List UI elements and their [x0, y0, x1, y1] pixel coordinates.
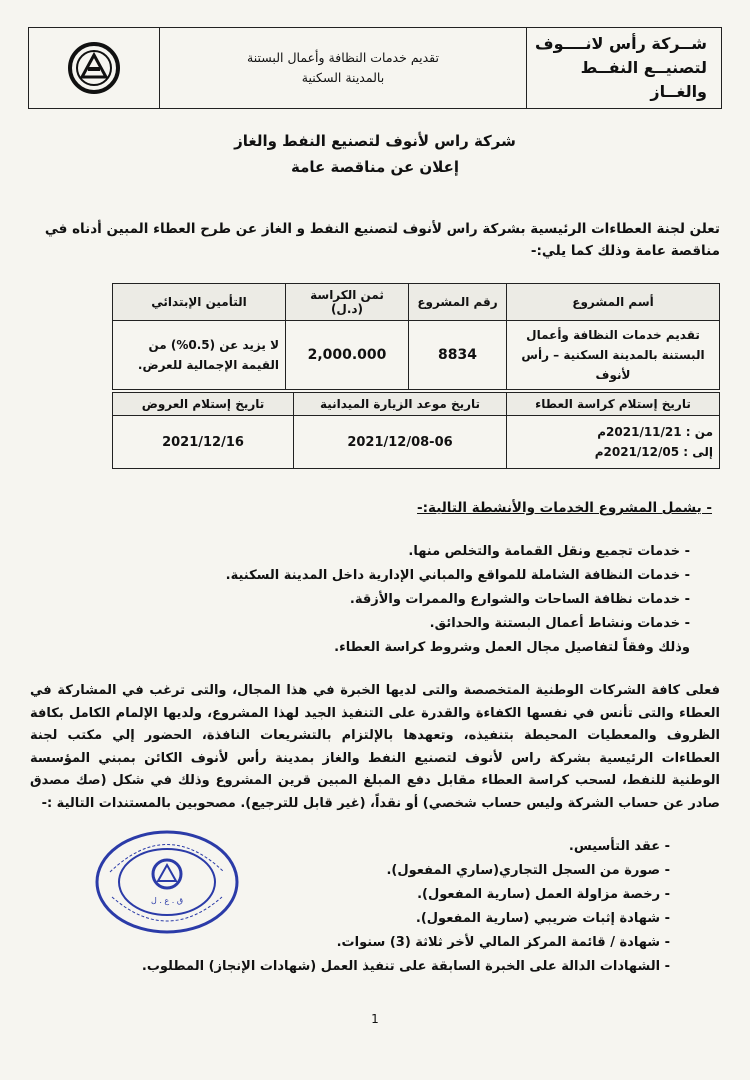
document-item: - صورة من السجل التجاري(ساري المفعول). [386, 863, 670, 878]
service-item: - خدمات تجميع ونقل القمامة والتخلص منها. [408, 544, 690, 559]
invitation-paragraph: فعلى كافة الشركات الوطنية المتخصصة والتى لديها الخبرة في هذا المجال، والتى ترغب في المشاركة في العطاء والتى تأنس في نفسها الكفاءة والقدرة على التنفيذ الجيد لهذا المشروع، ولديها الإلمام الكامل بكافة الظروف والمعطيات المحيطة بتنفيذه، وتعهدها بالإلتزام بالتشريعات النافذة، الحضور إلي مكتب لجنة العطاءات الرئيسية بشركة راس لأنوف لتصنيع النفط والغاز بمدينة رأس لأنوف الكائن بمبني المؤسسة الوطنية للنفط، لسحب كراسة العطاء مقابل دفع المبلغ المبين قرين المشروع وذلك في شكل (صك مصدق صادر عن حساب الشركة وليس حساب شخصي) أو نقداً، (غير قابل للترجيع). مصحوبين بالمستندات التالية :- [30, 683, 720, 811]
header-initial-deposit: التأمين الإبتدائي [113, 284, 286, 321]
project-name-line1: تقديم خدمات النظافة وأعمال البستنة [247, 50, 439, 65]
services-heading: - يشمل المشروع الخدمات والأنشطة التالية:- [417, 500, 712, 516]
document-item: - رخصة مزاولة العمل (سارية المفعول). [417, 887, 670, 902]
header-offers-date: تاريخ إستلام العروض [113, 393, 294, 416]
services-list [50, 540, 690, 660]
document-item: - عقد التأسيس. [568, 839, 670, 854]
header-project-name: أسم المشروع [507, 284, 720, 321]
document-item: - شهادة إثبات ضريبي (سارية المفعول). [415, 911, 670, 926]
company-name-line1: شــركة رأس لانــــوف [535, 34, 707, 53]
cell-booklet-price: 2,000.000 [286, 321, 409, 390]
service-item: - خدمات النظافة الشاملة للمواقع والمباني الإدارية داخل المدينة السكنية. [225, 568, 690, 583]
cell-project-name: تقديم خدمات النظافة وأعمال البستنة بالمدينة السكنية – رأس لأنوف [507, 321, 720, 390]
booklet-date-to: إلى : 2021/12/05م [594, 445, 713, 459]
project-name-block [159, 28, 527, 108]
company-logo [29, 28, 159, 108]
cell-visit-date: 2021/12/08-06 [294, 416, 507, 469]
cell-initial-deposit: لا يزيد عن (0.5%) من القيمة الإجمالية للعرض. [113, 321, 286, 390]
header-booklet-date: تاريخ إستلام كراسة العطاء [507, 393, 720, 416]
dates-table [112, 392, 720, 469]
intro-paragraph: تعلن لجنة العطاءات الرئيسية بشركة راس لأنوف لتصنيع النفط و الغاز عن طرح العطاء المبين أدناه في مناقصة عامة وذلك كما يلي:- [44, 221, 720, 259]
project-table-row [113, 321, 720, 390]
announcement-subtitle: إعلان عن مناقصة عامة [291, 158, 459, 176]
company-name-block [527, 28, 721, 108]
project-name-line2: بالمدينة السكنية [301, 70, 385, 85]
cell-offers-date: 2021/12/16 [113, 416, 294, 469]
announcement-titles [0, 128, 750, 180]
dates-table-row [113, 416, 720, 469]
booklet-date-from: من : 2021/11/21م [597, 425, 713, 439]
company-logo-icon [67, 41, 121, 95]
project-table-header-row [113, 284, 720, 321]
header-project-number: رقم المشروع [409, 284, 507, 321]
svg-text:ق . ع . ل: ق . ع . ل [150, 896, 184, 905]
service-item: - خدمات نظافة الساحات والشوارع والممرات والأزقة. [349, 592, 690, 607]
company-name-line2: لتصنيــع النفــط والغــاز [580, 58, 707, 101]
page-number: 1 [371, 1012, 379, 1026]
service-item: وذلك وفقاً لتفاصيل مجال العمل وشروط كراسة العطاء. [334, 640, 690, 655]
letterhead [28, 27, 722, 109]
announcement-title: شركة راس لأنوف لتصنيع النفط والغاز [234, 132, 516, 150]
project-table [112, 283, 720, 390]
committee-stamp [92, 827, 242, 937]
cell-project-number: 8834 [409, 321, 507, 390]
dates-table-header-row [113, 393, 720, 416]
header-booklet-price: ثمن الكراسة (د.ل) [286, 284, 409, 321]
document-item: - الشهادات الدالة على الخبرة السابقة على تنفيذ العمل (شهادات الإنجاز) المطلوب. [141, 959, 670, 974]
cell-booklet-date [507, 416, 720, 469]
document-item: - شهادة / قائمة المركز المالي لأخر ثلاثة (3) سنوات. [336, 935, 670, 950]
stamp-icon [92, 827, 242, 937]
service-item: - خدمات ونشاط أعمال البستنة والحدائق. [429, 616, 690, 631]
header-visit-date: تاريخ موعد الزيارة الميدانية [294, 393, 507, 416]
